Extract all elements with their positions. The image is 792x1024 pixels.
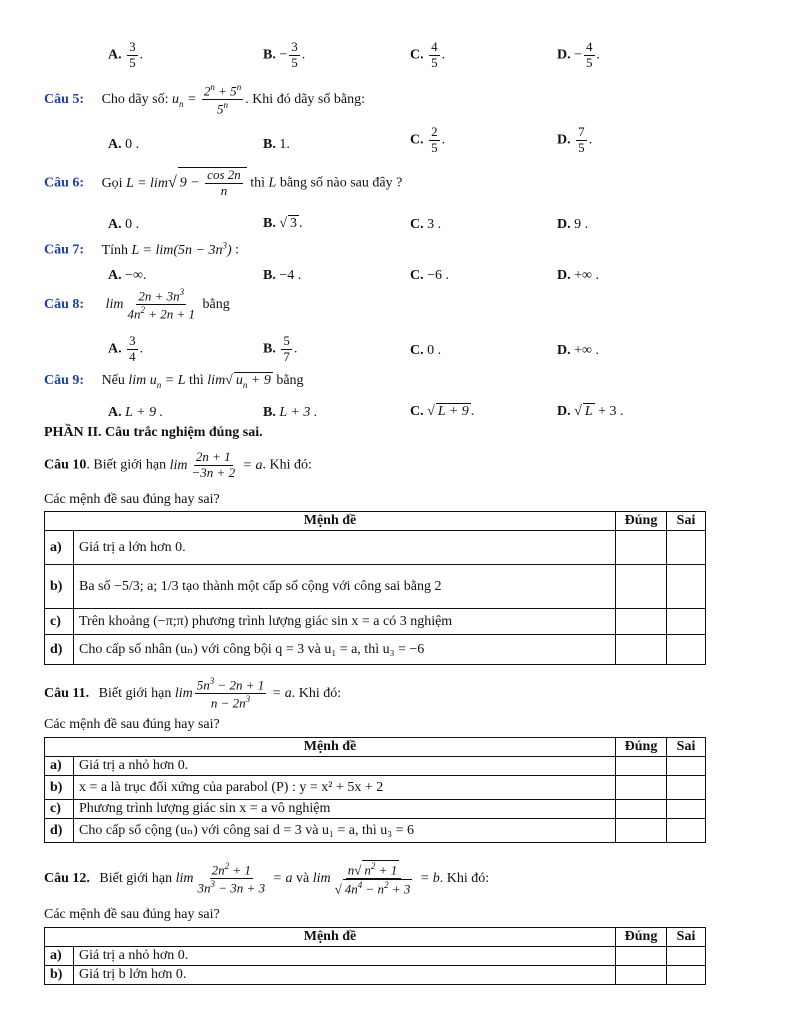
q10-table-header	[45, 512, 706, 531]
q8-opt-c-value: 0 .	[427, 343, 442, 358]
q12-table	[44, 927, 706, 985]
q10-formula: lim $\frac{2n + 1}{-3n + 2}$ = a	[169, 449, 263, 480]
table-row	[45, 635, 706, 665]
q4-opt-c-fraction	[429, 40, 440, 71]
q9-option-b	[263, 405, 317, 421]
q12-formula-b: lim $\frac{n√ n^2 + 1}{√ 4n^4 - n^2 + 3}$ = b	[312, 861, 440, 897]
q12-table-header	[45, 928, 706, 947]
q7-option-a	[108, 268, 147, 284]
q4-option-a: A. $\frac{3}{5}$ .	[108, 39, 144, 70]
q11-head-false: Sai	[667, 738, 706, 757]
q4-opt-d-fraction	[584, 40, 595, 71]
q6-opt-b-value: 3	[290, 216, 298, 231]
q4-opt-a-num: 3	[129, 39, 136, 54]
q8-formula: lim $\frac{2n + 3n^3}{4n^2 + 2n + 1}$	[105, 287, 195, 322]
q7-label: Câu 7:	[44, 242, 85, 258]
q11-row-d-text: Cho cấp số cộng (uₙ) với công sai d = 3 và u₁ = a, thì u₃ = 6	[74, 819, 616, 843]
q11-stem	[44, 676, 341, 712]
q8-text-after: bằng	[202, 296, 230, 312]
q5-label: Câu 5:	[44, 91, 85, 107]
q5-opt-b-value: 1.	[279, 137, 290, 152]
q11-row-b-false-cell[interactable]	[667, 776, 706, 800]
q11-row-a-true-cell[interactable]	[616, 757, 667, 776]
q11-row-d-false-cell[interactable]	[667, 819, 706, 843]
q4-option-c: C. $\frac{4}{5}$ .	[410, 39, 446, 70]
q11-table-header	[45, 738, 706, 757]
q9-opt-d-label: D.	[557, 404, 571, 419]
table-row	[45, 776, 706, 800]
q11-head-statement: Mệnh đề	[45, 738, 616, 757]
q10-prompt: Các mệnh đề sau đúng hay sai?	[44, 492, 220, 507]
q11-table	[44, 737, 706, 843]
q9-opt-c-value: L + 9	[437, 404, 469, 419]
q9-opt-c-label: C.	[410, 404, 424, 419]
q6-option-c	[410, 217, 441, 233]
q12-row-a-false-cell[interactable]	[667, 947, 706, 966]
q5-option-d: D. $\frac{7}{5}$ .	[557, 124, 593, 155]
q7-opt-b-label: B.	[263, 268, 276, 283]
q12-row-a-true-cell[interactable]	[616, 947, 667, 966]
q4-opt-d-num: 4	[586, 39, 593, 54]
q5-opt-b-label: B.	[263, 137, 276, 152]
q7-option-b	[263, 268, 301, 284]
q12-text-mid: và	[296, 870, 310, 886]
q5-opt-d-den: 5	[578, 139, 585, 155]
q8-opt-b-label: B.	[263, 341, 276, 357]
q4-opt-d-label: D.	[557, 47, 571, 63]
q5-opt-d-label: D.	[557, 132, 571, 148]
q10-head-false: Sai	[667, 512, 706, 531]
q8-option-d	[557, 343, 599, 359]
q10-stem	[44, 450, 312, 481]
q12-text-before: Biết giới hạn	[99, 870, 173, 886]
q7-opt-c-value: −6 .	[427, 268, 450, 283]
q8-option-a: A. $\frac{3}{4}$ .	[108, 333, 144, 364]
q10-row-b-label: b)	[45, 565, 74, 609]
q12-stem	[44, 860, 489, 898]
q11-prompt: Các mệnh đề sau đúng hay sai?	[44, 717, 220, 732]
q7-opt-b-value: −4 .	[279, 268, 302, 283]
table-row	[45, 757, 706, 776]
q5-stem	[44, 82, 365, 118]
q9-cond: $\lim u_n = L$	[128, 373, 186, 390]
q7-opt-a-value: −∞.	[125, 268, 147, 283]
q10-row-a-false-cell[interactable]	[667, 531, 706, 565]
q11-head-true: Đúng	[616, 738, 667, 757]
q6-opt-c-label: C.	[410, 217, 424, 232]
q4-opt-d-sign: −	[574, 47, 583, 63]
q4-opt-c-label: C.	[410, 47, 424, 63]
q5-option-c: C. $\frac{2}{5}$ .	[410, 124, 446, 155]
q10-row-c-text: Trên khoảng (−π;π) phương trình lượng giác sin x = a có 3 nghiệm	[74, 609, 616, 635]
q10-row-d-true-cell[interactable]	[616, 635, 667, 665]
q4-option-b: B. − $\frac{3}{5}$ .	[263, 39, 306, 70]
q5-opt-c-den: 5	[431, 139, 438, 155]
q6-text-end: bằng số nào sau đây ?	[279, 175, 403, 191]
q10-label: Câu 10	[44, 457, 87, 473]
q8-opt-b-num: 5	[283, 333, 290, 348]
q12-row-a-text: Giá trị a nhỏ hơn 0.	[74, 947, 616, 966]
q6-formula: L = lim√ 9 − $\frac{\cos 2n}{n}$	[126, 176, 247, 191]
q10-row-b-false-cell[interactable]	[667, 565, 706, 609]
q5-text-before: Cho dãy số:	[101, 91, 169, 107]
q5-opt-c-num: 2	[431, 124, 438, 139]
q11-row-c-false-cell[interactable]	[667, 800, 706, 819]
part2-title: PHẦN II. Câu trắc nghiệm đúng sai.	[44, 425, 263, 440]
q8-label: Câu 8:	[44, 296, 85, 312]
table-row	[45, 966, 706, 985]
q10-table	[44, 511, 706, 665]
q8-opt-a-label: A.	[108, 341, 122, 357]
table-row	[45, 609, 706, 635]
q10-row-c-false-cell[interactable]	[667, 609, 706, 635]
q8-option-b: B. $\frac{5}{7}$ .	[263, 333, 298, 364]
q12-head-false: Sai	[667, 928, 706, 947]
q4-opt-a-den: 5	[129, 54, 136, 70]
q11-label: Câu 11.	[44, 685, 90, 701]
q7-option-d	[557, 268, 599, 284]
table-row	[45, 531, 706, 565]
q7-formula: $L = \lim(5n - 3n^3)$	[131, 240, 232, 258]
q12-formula-a: lim $\frac{2n^2 + 1}{3n^3 - 3n + 3}$ = a	[175, 861, 293, 896]
q4-opt-b-label: B.	[263, 47, 276, 63]
table-row	[45, 565, 706, 609]
q5-opt-d-num: 7	[578, 124, 585, 139]
q6-opt-d-label: D.	[557, 217, 571, 232]
q9-text-before: Nếu	[101, 373, 125, 388]
q11-row-a-text: Giá trị a nhỏ hơn 0.	[74, 757, 616, 776]
q11-row-a-false-cell[interactable]	[667, 757, 706, 776]
q5-opt-a-value: 0 .	[125, 137, 140, 152]
q9-formula: lim√ $u_n + 9$	[207, 373, 271, 390]
q9-opt-b-label: B.	[263, 405, 276, 420]
q10-head-statement: Mệnh đề	[45, 512, 616, 531]
q11-text-before: Biết giới hạn	[98, 685, 172, 701]
q8-opt-d-value: +∞ .	[574, 343, 600, 358]
q11-row-c-label: c)	[45, 800, 74, 819]
q10-row-a-text: Giá trị a lớn hơn 0.	[74, 531, 616, 565]
q9-option-a	[108, 405, 163, 421]
q6-text-before: Gọi	[101, 175, 123, 191]
q12-prompt: Các mệnh đề sau đúng hay sai?	[44, 907, 220, 922]
q5-opt-a-label: A.	[108, 137, 122, 152]
q11-row-b-text: x = a là trục đối xứng của parabol (P) : y = x² + 5x + 2	[74, 776, 616, 800]
q10-row-d-label: d)	[45, 635, 74, 665]
q12-text-after: . Khi đó:	[439, 870, 490, 886]
q5-option-a	[108, 137, 139, 153]
q12-row-a-label: a)	[45, 947, 74, 966]
q9-text-after: bằng	[276, 373, 304, 388]
q7-text-before: Tính	[101, 242, 129, 258]
q7-stem: Câu 7: Tính $L = \lim(5n - 3n^3)$ :	[44, 240, 240, 258]
q4-opt-c-num: 4	[431, 39, 438, 54]
q6-stem: Câu 6: Gọi L = lim√ 9 − $\frac{\cos 2n}{n}$ thì L bằng số nào sau đây ?	[44, 167, 403, 198]
q10-text-after: . Khi đó:	[262, 457, 312, 473]
q6-text-after: thì	[250, 175, 266, 191]
q10-text-before: . Biết giới hạn	[86, 457, 167, 473]
q6-option-b: B. √ 3 .	[263, 216, 303, 231]
q6-opt-c-value: 3 .	[427, 217, 442, 232]
q9-option-d: D. √ L + 3 .	[557, 404, 624, 419]
table-row	[45, 819, 706, 843]
q10-head-true: Đúng	[616, 512, 667, 531]
q9-opt-a-label: A.	[108, 405, 122, 420]
q9-label: Câu 9:	[44, 373, 85, 388]
q7-opt-d-value: +∞ .	[574, 268, 600, 283]
q5-option-b	[263, 137, 290, 153]
q8-opt-c-label: C.	[410, 343, 424, 358]
q11-row-b-true-cell[interactable]	[616, 776, 667, 800]
q8-stem	[44, 287, 230, 323]
q4-option-d: D. − $\frac{4}{5}$ .	[557, 39, 601, 70]
q4-opt-a-fraction	[127, 40, 138, 71]
q7-opt-c-label: C.	[410, 268, 424, 283]
q12-row-b-true-cell[interactable]	[616, 966, 667, 985]
q10-row-c-label: c)	[45, 609, 74, 635]
q11-row-d-label: d)	[45, 819, 74, 843]
q9-opt-a-value: L + 9 .	[125, 405, 164, 420]
q11-row-c-text: Phương trình lượng giác sin x = a vô nghiệm	[74, 800, 616, 819]
q10-row-b-text: Ba số −5/3; a; 1/3 tạo thành một cấp số cộng với công sai bằng 2	[74, 565, 616, 609]
q10-row-d-text: Cho cấp số nhân (uₙ) với công bội q = 3 và u₁ = a, thì u₃ = −6	[74, 635, 616, 665]
q12-label: Câu 12.	[44, 870, 90, 886]
q10-row-a-true-cell[interactable]	[616, 531, 667, 565]
q11-row-d-true-cell[interactable]	[616, 819, 667, 843]
q11-row-c-true-cell[interactable]	[616, 800, 667, 819]
q6-opt-a-value: 0 .	[125, 217, 140, 232]
q9-text-mid: thì	[189, 373, 204, 388]
q6-opt-a-label: A.	[108, 217, 122, 232]
q5-text-after: . Khi đó dãy số bằng:	[245, 91, 365, 107]
q5-opt-c-label: C.	[410, 132, 424, 148]
q4-opt-d-den: 5	[586, 54, 593, 70]
q10-row-a-label: a)	[45, 531, 74, 565]
q9-opt-d-value: L	[584, 404, 593, 419]
table-row	[45, 947, 706, 966]
q11-text-after: . Khi đó:	[291, 685, 342, 701]
q5-formula: $u_n$ = $\frac{2^n + 5^n}{5^n}$	[171, 82, 242, 117]
table-row	[45, 800, 706, 819]
q12-row-b-false-cell[interactable]	[667, 966, 706, 985]
q11-row-b-label: b)	[45, 776, 74, 800]
q12-row-b-label: b)	[45, 966, 74, 985]
q7-option-c	[410, 268, 449, 284]
q6-label: Câu 6:	[44, 175, 85, 191]
q10-row-c-true-cell[interactable]	[616, 609, 667, 635]
q8-option-c	[410, 343, 441, 359]
q4-opt-c-den: 5	[431, 54, 438, 70]
q4-opt-a-label: A.	[108, 47, 122, 63]
q4-opt-b-num: 3	[291, 39, 298, 54]
q11-row-a-label: a)	[45, 757, 74, 776]
q9-opt-b-value: L + 3 .	[279, 405, 318, 420]
q12-row-b-text: Giá trị b lớn hơn 0.	[74, 966, 616, 985]
q7-opt-d-label: D.	[557, 268, 571, 283]
q4-opt-b-den: 5	[291, 54, 298, 70]
q9-stem	[44, 372, 304, 390]
q8-opt-a-den: 4	[129, 348, 136, 364]
q4-opt-b-fraction	[289, 40, 300, 71]
q8-opt-a-num: 3	[129, 333, 136, 348]
q8-opt-b-den: 7	[283, 348, 290, 364]
q12-head-statement: Mệnh đề	[45, 928, 616, 947]
q9-option-c: C. √ L + 9 .	[410, 404, 475, 419]
q7-opt-a-label: A.	[108, 268, 122, 283]
q8-opt-d-label: D.	[557, 343, 571, 358]
q11-formula: lim $\frac{5n^3 - 2n + 1}{n - 2n^3}$ = a	[174, 676, 292, 711]
q12-head-true: Đúng	[616, 928, 667, 947]
q10-row-d-false-cell[interactable]	[667, 635, 706, 665]
q6-opt-b-label: B.	[263, 216, 276, 231]
q6-option-d	[557, 217, 588, 233]
q4-opt-b-sign: −	[279, 47, 288, 63]
q6-opt-d-value: 9 .	[574, 217, 589, 232]
q10-row-b-true-cell[interactable]	[616, 565, 667, 609]
q6-option-a	[108, 217, 139, 233]
